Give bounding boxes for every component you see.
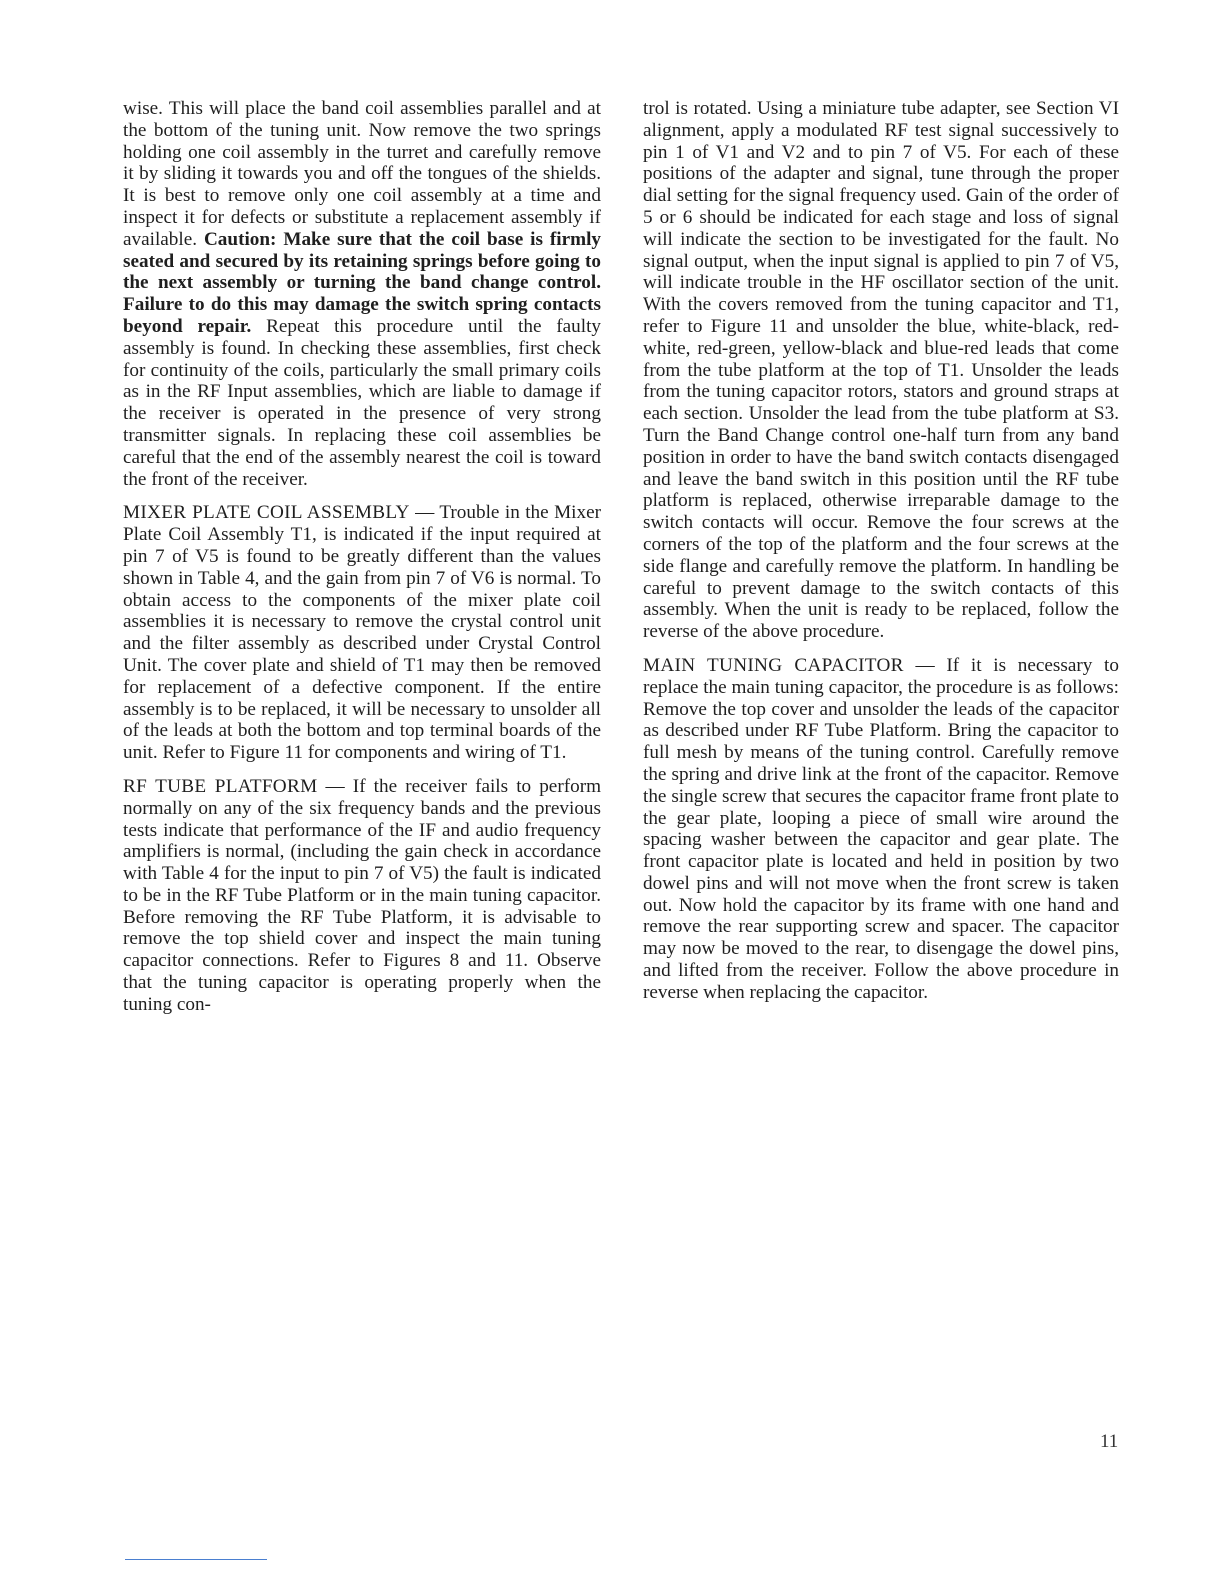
paragraph-text: — Trouble in the Mixer Plate Coil Assembly T1, is indicated if the input required at pin 7 of V5 is found to be greatly different than the values shown in Table 4, and the gain from pin 7 of V6 is normal. To obtain access to the components of the mixer plate coil assemblies it is necessary to remove the crystal control unit and the filter assembly as described under Crystal Control Unit. The cover plate and shield of T1 may then be removed for replacement of a defective component. If the entire assembly is to be replaced, it will be necessary to unsolder all of the leads at both the bottom and top terminal boards of the unit. Refer to Figure 11 for components and wiring of T1. xyxy=(123,502,601,764)
section-heading-rf-tube-platform: RF TUBE PLATFORM xyxy=(123,775,318,797)
paragraph-text: — If the receiver fails to perform normally on any of the six frequency bands and the previous tests indicate that performance of the IF and audio frequency amplifiers is normal, (including the gain check in accordance with Table 4 for the input to pin 7 of V5) the fault is indicated to be in the RF Tube Platform or in the main tuning capacitor. Before removing the RF Tube Platform, it is advisable to remove the top shield cover and inspect the main tuning capacitor connections. Refer to Figures 8 and 11. Observe that the tuning capacitor is operating properly when the tuning con- xyxy=(123,775,602,1015)
paragraph-rf-tube-platform-cont xyxy=(643,98,1119,643)
section-heading-main-tuning-capacitor: MAIN TUNING CAPACITOR xyxy=(643,654,904,676)
paragraph-text: Repeat this procedure until the faulty assembly is found. In checking these assemblies, first check for continuity of the coils, particularly the small primary coils as in the RF Input assemblies, which are liable to damage if the receiver is operated in the presence of very strong transmitter signals. In replacing these coil assemblies be careful that the end of the assembly nearest the coil is toward the front of the receiver. xyxy=(123,315,601,490)
paragraph-main-tuning-capacitor xyxy=(643,655,1119,1004)
section-heading-mixer-plate: MIXER PLATE COIL ASSEMBLY xyxy=(123,502,410,524)
caution-text: Caution: Make sure that the coil base is firmly seated and secured by its retaining springs before going to the next assembly or turning the band change control. Failure to do this may damage the switch spring contacts beyond repair. xyxy=(123,228,601,337)
paragraph-rf-tube-platform xyxy=(123,776,601,1016)
page-number: 11 xyxy=(1100,1431,1119,1452)
paragraph-coil-removal xyxy=(123,98,601,490)
paragraph-text: — If it is necessary to replace the main tuning capacitor, the procedure is as follows: Remove the top cover and unsolder the leads of the capacitor as described under RF Tube Platform. Bring the capacitor to full mesh by means of the tuning control. Carefully remove the spring and drive link at the front of the capacitor. Remove the single screw that secures the capacitor frame front plate to the gear plate, looping a piece of small wire around the spacing washer between the capacitor and gear plate. The front capacitor plate is located and held in position by two dowel pins and will not move when the front screw is taken out. Now hold the capacitor by its frame with one hand and remove the rear supporting screw and spacer. The capacitor may now be moved to the rear, to disengage the dowel pins, and lifted from the receiver. Follow the above procedure in reverse when replacing the capacitor. xyxy=(643,654,1119,1003)
left-column xyxy=(123,98,601,1028)
paragraph-text: trol is rotated. Using a miniature tube adapter, see Section VI alignment, apply a modulated RF test signal successively to pin 1 of V1 and V2 and to pin 7 of V5. For each of these positions of the adapter and signal, tune through the proper dial setting for the signal frequency used. Gain of the order of 5 or 6 should be indicated for each stage and loss of signal will indicate the section to be investigated for the fault. No signal output, when the input signal is applied to pin 7 of V5, will indicate trouble in the HF oscillator section of the unit. With the covers removed from the tuning capacitor and T1, refer to Figure 11 and unsolder the blue, white-black, red-white, red-green, yellow-black and blue-red leads that come from the tube platform at the top of T1. Unsolder the leads from the tuning capacitor rotors, stators and ground straps at each section. Unsolder the lead from the tube platform at S3. Turn the Band Change control one-half turn from any band position in order to have the band switch contacts disengaged and leave the band switch in this position until the RF tube platform is replaced, otherwise irreparable damage to the switch contacts will occur. Remove the four screws at the corners of the top of the platform and the four screws at the side flange and carefully remove the platform. In handling be careful to prevent damage to the switch contacts of this assembly. When the unit is ready to be replaced, follow the reverse of the above procedure. xyxy=(643,98,1119,643)
footer-divider xyxy=(125,1559,267,1560)
paragraph-text: wise. This will place the band coil assemblies parallel and at the bottom of the tuning unit. Now remove the two springs holding one coil assembly in the turret and carefully remove it by sliding it towards you and off the tongues of the shields. It is best to remove only one coil assembly at a time and inspect it for defects or substitute a replacement assembly if available. xyxy=(123,98,601,250)
paragraph-mixer-plate xyxy=(123,502,601,764)
right-column xyxy=(643,98,1119,1016)
